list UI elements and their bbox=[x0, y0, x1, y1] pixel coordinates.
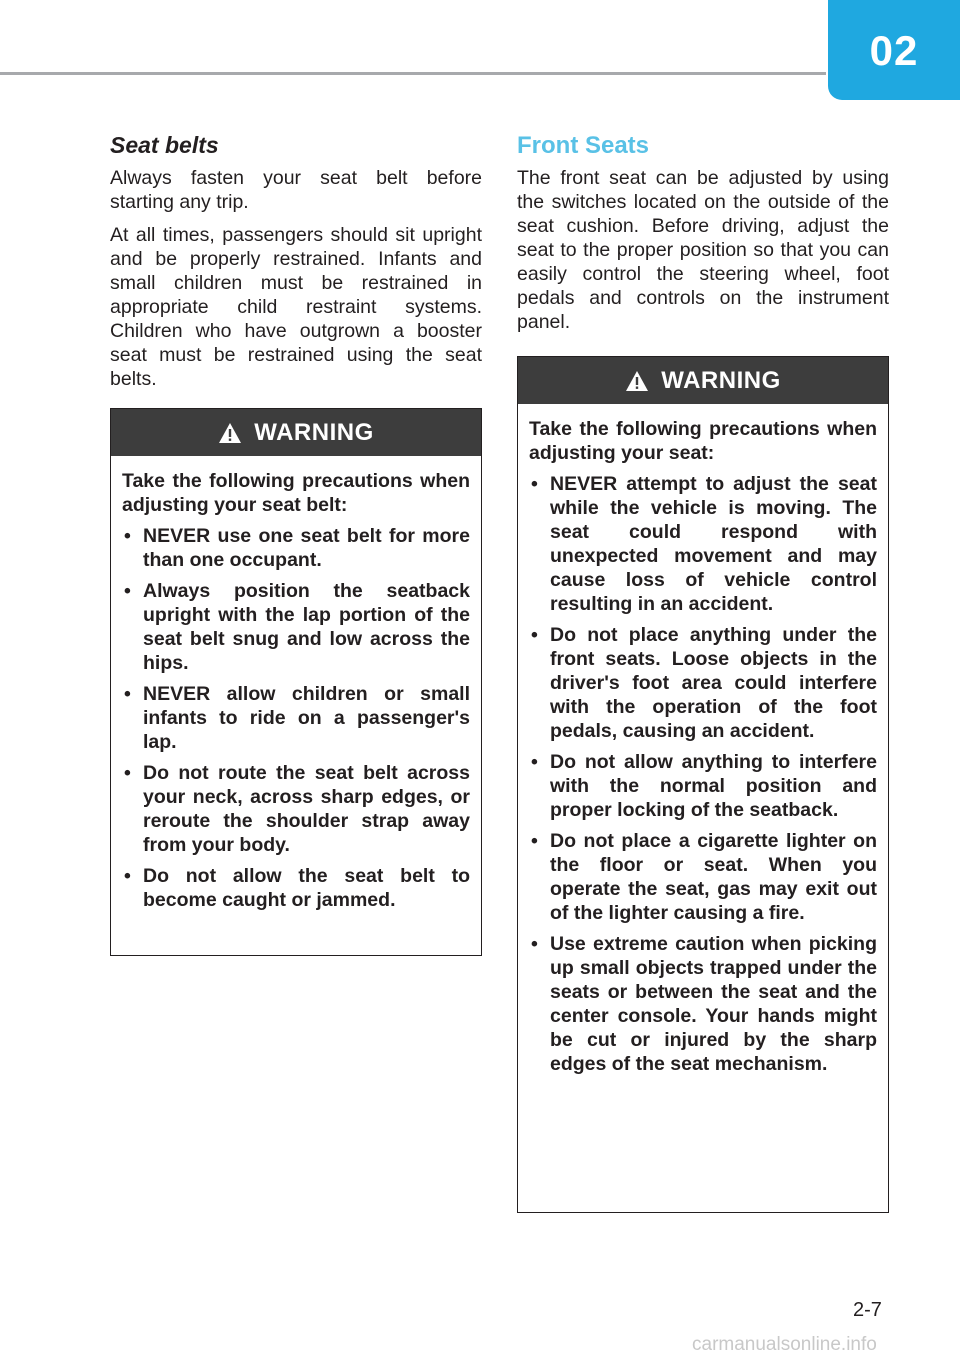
header-rule bbox=[0, 72, 826, 75]
chapter-tab bbox=[828, 0, 960, 100]
warning-header bbox=[518, 357, 888, 404]
section-title-seat-belts: Seat belts bbox=[110, 132, 219, 158]
chapter-number: 02 bbox=[869, 27, 919, 74]
page-number: 2-7 bbox=[853, 1299, 882, 1321]
warning-list bbox=[529, 472, 877, 1076]
paragraph: At all times, passengers should sit upright and be properly restrained. Infants and small children must be restrained in appropriate child restraint systems. Children who have outgrown a booster seat must be restrained using the seat belts. bbox=[110, 224, 482, 390]
right-column bbox=[517, 128, 889, 334]
paragraph: Always fasten your seat belt before starting any trip. bbox=[110, 167, 482, 213]
left-column bbox=[110, 128, 482, 391]
warning-item: • NEVER allow children or small infants to ride on a passenger's lap. bbox=[122, 682, 470, 754]
warning-triangle-icon bbox=[625, 370, 649, 392]
section-title-front-seats: Front Seats bbox=[517, 132, 650, 159]
watermark: carmanualsonline.info bbox=[692, 1334, 877, 1355]
warning-intro: Take the following precautions when adjusting your seat belt: bbox=[122, 470, 470, 516]
warning-body bbox=[518, 404, 888, 1101]
warning-body bbox=[111, 456, 481, 937]
warning-item: • Do not allow the seat belt to become caught or jammed. bbox=[122, 864, 470, 912]
warning-item: • NEVER attempt to adjust the seat while the vehicle is moving. The seat could respond with unexpected movement and may cause loss of vehicle control resulting in an accident. bbox=[529, 472, 877, 616]
warning-item: • Use extreme caution when picking up small objects trapped under the seats or between the seat and the center console. Your hands might be cut or injured by the sharp edges of the seat mechanism. bbox=[529, 932, 877, 1076]
warning-item: • Do not route the seat belt across your neck, across sharp edges, or reroute the shoulder strap away from your body. bbox=[122, 761, 470, 857]
warning-item: • Do not place anything under the front seats. Loose objects in the driver's foot area could interfere with the operation of the foot pedals, causing an accident. bbox=[529, 623, 877, 743]
warning-header bbox=[111, 409, 481, 456]
warning-item: • NEVER use one seat belt for more than one occupant. bbox=[122, 524, 470, 572]
warning-box-seat-belt bbox=[110, 408, 482, 956]
warning-list bbox=[122, 524, 470, 912]
warning-label: WARNING bbox=[254, 418, 374, 446]
warning-triangle-icon bbox=[218, 422, 242, 444]
paragraph: The front seat can be adjusted by using the switches located on the outside of the seat cushion. Before driving, adjust the seat to the proper position so that you can easily control the steering wheel, foot pedals and controls on the instrument panel. bbox=[517, 167, 889, 333]
warning-box-seat bbox=[517, 356, 889, 1213]
warning-item: • Always position the seatback upright with the lap portion of the seat belt snug and low across the hips. bbox=[122, 579, 470, 675]
warning-item: • Do not place a cigarette lighter on the floor or seat. When you operate the seat, gas may exit out of the lighter causing a fire. bbox=[529, 829, 877, 925]
warning-item: • Do not allow anything to interfere with the normal position and proper locking of the seatback. bbox=[529, 750, 877, 822]
warning-label: WARNING bbox=[661, 366, 781, 394]
warning-intro: Take the following precautions when adjusting your seat: bbox=[529, 418, 877, 464]
